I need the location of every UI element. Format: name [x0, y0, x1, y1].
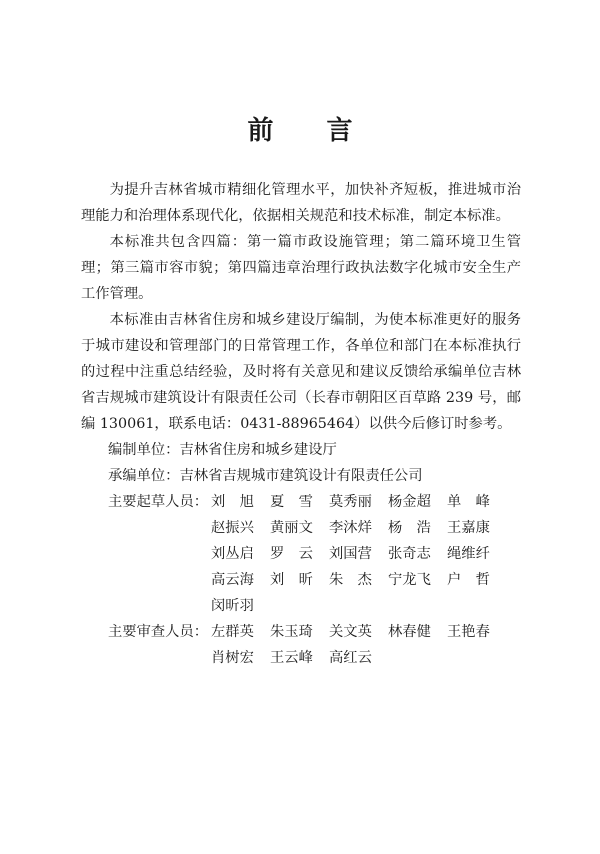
person-name: 王嘉康 [447, 520, 490, 536]
page-title: 前 言 [247, 116, 375, 146]
person-name: 王艳春 [447, 624, 490, 640]
drafters-label: 主要起草人员： [108, 494, 209, 510]
person-name: 杨金超 [388, 494, 431, 510]
person-name: 王云峰 [270, 650, 313, 666]
spacer [108, 567, 211, 593]
person-name: 高红云 [329, 650, 372, 666]
person-name: 黄丽文 [270, 520, 313, 536]
person-name: 高云海 [211, 572, 254, 588]
person-name: 张奇志 [388, 546, 431, 562]
person-name: 宁龙飞 [388, 572, 431, 588]
paragraph-purpose: 为提升吉林省城市精细化管理水平，加快补齐短板，推进城市治理能力和治理体系现代化，依据相关规范和技术标准，制定本标准。 [81, 182, 521, 224]
person-name: 绳维纤 [447, 546, 490, 562]
person-name: 赵振兴 [211, 520, 254, 536]
contracting-unit: 承编单位：吉林省吉规城市建筑设计有限责任公司 [108, 468, 423, 484]
person-name: 杨浩 [388, 520, 446, 536]
person-name: 莫秀丽 [329, 494, 372, 510]
spacer [108, 541, 211, 567]
person-name: 左群英 [211, 624, 254, 640]
person-name: 刘丛启 [211, 546, 254, 562]
person-name: 林春健 [388, 624, 431, 640]
person-name: 刘国营 [329, 546, 372, 562]
drafters-list [81, 489, 521, 619]
spacer [108, 593, 211, 619]
paragraph-feedback: 本标准由吉林省住房和城乡建设厅编制，为使本标准更好的服务于城市建设和管理部门的日常管理工作，各单位和部门在本标准执行的过程中注重总结经验，及时将有关意见和建议反馈给承编单位吉林省吉规城市建筑设计有限责任公司（长春市朝阳区百草路 239 号，邮编 130061，联系电话：0431-88965464）以供今后修订时参考。 [81, 312, 521, 432]
person-name: 关文英 [329, 624, 372, 640]
spacer [108, 515, 211, 541]
person-name: 夏雪 [270, 494, 328, 510]
person-name: 刘旭 [211, 494, 269, 510]
person-name: 李沐烊 [329, 520, 372, 536]
person-name: 单峰 [447, 494, 505, 510]
person-name: 朱玉琦 [270, 624, 313, 640]
person-name: 户哲 [447, 572, 505, 588]
person-name: 朱杰 [329, 572, 387, 588]
person-name: 闵昕羽 [211, 598, 254, 614]
person-name: 肖树宏 [211, 650, 254, 666]
preface-body [81, 177, 521, 671]
person-name: 罗云 [270, 546, 328, 562]
reviewers-label: 主要审查人员： [108, 624, 209, 640]
compiling-unit: 编制单位：吉林省住房和城乡建设厅 [108, 442, 337, 458]
person-name: 刘昕 [270, 572, 328, 588]
paragraph-contents: 本标准共包含四篇：第一篇市政设施管理；第二篇环境卫生管理；第三篇市容市貌；第四篇违章治理行政执法数字化城市安全生产工作管理。 [81, 234, 521, 302]
reviewers-list [81, 619, 521, 671]
spacer [108, 645, 211, 671]
